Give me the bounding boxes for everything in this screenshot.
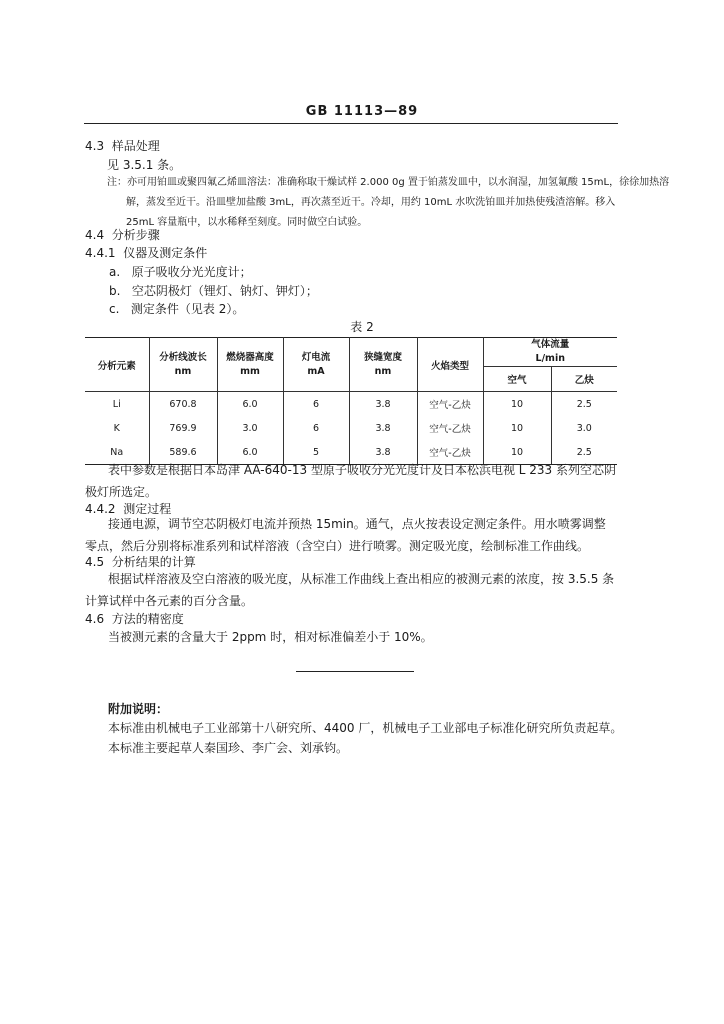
list-text: 测定条件（见表 2）。 — [130, 302, 245, 316]
procedure-paragraph: 接通电源，调节空芯阴极灯电流并预热 15min。通气，点火按表设定测定条件。用水喷雾调整零点，然后分别将标准系列和试样溶液（含空白）进行喷雾。测定吸光度，绘制标准工作曲线。 — [85, 517, 606, 553]
list-item — [109, 282, 318, 299]
list-text: 空芯阴极灯（锂灯、钠灯、钾灯）； — [131, 284, 318, 298]
cell-air: 10 — [483, 440, 551, 465]
list-marker: a. — [109, 265, 121, 279]
section-title: 样品处理 — [111, 139, 160, 153]
col-header-acetylene: 乙炔 — [551, 367, 617, 392]
cell-slit-width: 3.8 — [349, 392, 417, 417]
cell-wavelength: 670.8 — [149, 392, 217, 417]
cell-element: Na — [85, 440, 149, 465]
list-text: 原子吸收分光光度计； — [131, 265, 252, 279]
section-number: 4.3 — [85, 139, 105, 153]
note-line-3: 25mL 容量瓶中，以水稀释至刻度。同时做空白试验。 — [126, 217, 368, 228]
list-item — [109, 300, 244, 317]
section-number: 4.6 — [85, 612, 105, 626]
cell-burner-height: 6.0 — [217, 392, 283, 417]
list-marker: c. — [109, 302, 120, 316]
cell-flame: 空气-乙炔 — [417, 440, 483, 465]
end-separator-rule — [296, 671, 414, 672]
cell-burner-height: 3.0 — [217, 416, 283, 440]
section-title: 分析结果的计算 — [111, 555, 196, 569]
standard-number-header: GB 11113—89 — [305, 104, 419, 119]
section-number: 4.4.1 — [85, 246, 116, 260]
cell-flame: 空气-乙炔 — [417, 416, 483, 440]
header-rule — [84, 123, 618, 124]
col-header-burner-height — [217, 338, 283, 392]
appendix-line-2: 本标准主要起草人秦国珍、李广会、刘承钧。 — [108, 741, 349, 755]
table-row — [85, 392, 617, 417]
header-label: 分析线波长 — [159, 351, 207, 363]
section-title: 仪器及测定条件 — [123, 246, 208, 260]
cell-air: 10 — [483, 416, 551, 440]
table-row — [85, 416, 617, 440]
col-header-wavelength — [149, 338, 217, 392]
col-header-air: 空气 — [483, 367, 551, 392]
cell-slit-width: 3.8 — [349, 416, 417, 440]
section-4-6-heading — [85, 610, 184, 627]
section-4-4-heading — [85, 226, 160, 243]
section-number: 4.5 — [85, 555, 105, 569]
cell-acetylene: 2.5 — [551, 392, 617, 417]
calculation-paragraph: 根据试样溶液及空白溶液的吸光度，从标准工作曲线上查出相应的被测元素的浓度，按 3.5.5 条计算试样中各元素的百分含量。 — [85, 572, 615, 608]
cell-lamp-current: 6 — [283, 392, 349, 417]
header-label: 气体流量 — [531, 339, 570, 350]
section-4-3-heading — [85, 137, 160, 154]
table-caption: 表 2 — [350, 320, 374, 334]
header-unit: mA — [307, 365, 325, 377]
header-label: 狭缝宽度 — [363, 351, 402, 363]
section-number: 4.4 — [85, 228, 105, 242]
appendix-line-1: 本标准由机械电子工业部第十八研究所、4400 厂，机械电子工业部电子标准化研究所负责起草。 — [108, 721, 623, 735]
header-unit: mm — [240, 365, 260, 377]
section-title: 测定过程 — [123, 502, 172, 516]
header-unit: nm — [374, 365, 392, 377]
cell-wavelength: 769.9 — [149, 416, 217, 440]
col-header-gas-flow — [483, 338, 617, 367]
cell-slit-width: 3.8 — [349, 440, 417, 465]
col-header-element: 分析元素 — [85, 338, 149, 392]
cell-acetylene: 2.5 — [551, 440, 617, 465]
col-header-flame-type: 火焰类型 — [417, 338, 483, 392]
cell-element: Li — [85, 392, 149, 417]
cell-lamp-current: 5 — [283, 440, 349, 465]
cell-air: 10 — [483, 392, 551, 417]
list-marker: b. — [109, 284, 121, 298]
see-reference: 见 3.5.1 条。 — [107, 158, 182, 172]
cell-acetylene: 3.0 — [551, 416, 617, 440]
header-label: 燃烧器高度 — [226, 351, 274, 363]
cell-wavelength: 589.6 — [149, 440, 217, 465]
section-title: 分析步骤 — [111, 228, 160, 242]
header-label: 灯电流 — [301, 351, 331, 363]
cell-flame: 空气-乙炔 — [417, 392, 483, 417]
conditions-table — [85, 337, 617, 465]
table-note: 表中参数是根据日本岛津 AA-640-13 型原子吸收分光光度计及日本松浜电视 L 233 系列空芯阴极灯所选定。 — [85, 463, 616, 499]
appendix-title: 附加说明： — [108, 702, 169, 716]
list-item — [109, 263, 252, 280]
precision-paragraph: 当被测元素的含量大于 2ppm 时，相对标准偏差小于 10%。 — [108, 630, 433, 644]
cell-element: K — [85, 416, 149, 440]
col-header-slit-width — [349, 338, 417, 392]
section-number: 4.4.2 — [85, 502, 116, 516]
col-header-lamp-current — [283, 338, 349, 392]
cell-lamp-current: 6 — [283, 416, 349, 440]
header-unit: L/min — [535, 353, 565, 364]
note-line-1: 注：亦可用铂皿或聚四氟乙烯皿溶法：准确称取干燥试样 2.000 0g 置于铂蒸发皿中，以水润湿，加氢氟酸 15mL，徐徐加热溶 — [107, 177, 670, 188]
section-4-4-1-heading — [85, 244, 207, 261]
cell-burner-height: 6.0 — [217, 440, 283, 465]
header-unit: nm — [174, 365, 192, 377]
note-line-2: 解，蒸发至近干。沿皿壁加盐酸 3mL，再次蒸至近干。冷却，用约 10mL 水吹洗铂皿并加热使残渣溶解。移入 — [126, 197, 616, 208]
section-title: 方法的精密度 — [111, 612, 184, 626]
